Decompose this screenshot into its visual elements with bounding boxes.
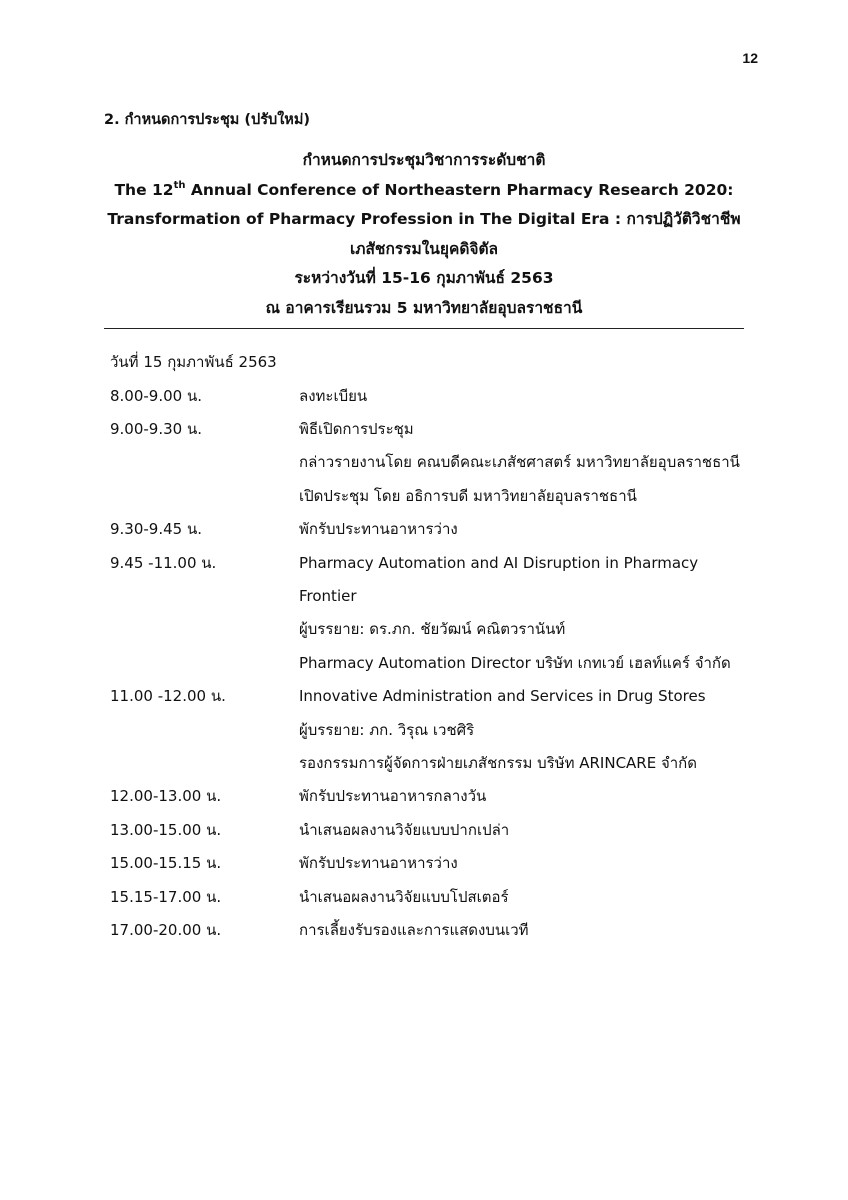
schedule-row: [110, 846, 760, 879]
schedule-time: 15.15-17.00 น.: [110, 887, 222, 906]
title-line-2-start: The 12: [114, 180, 174, 199]
schedule-row: [110, 379, 760, 412]
schedule-row: [110, 813, 760, 846]
schedule-row: [110, 513, 760, 546]
schedule-item: ผู้บรรยาย: ดร.ภก. ชัยวัฒน์ คณิตวรานันท์: [299, 620, 566, 639]
schedule-time: 12.00-13.00 น.: [110, 787, 222, 806]
schedule-item: รองกรรมการผู้จัดการฝ่ายเภสัชกรรม บริษัท ARINCARE จำกัด: [299, 753, 698, 772]
schedule-date-heading: วันที่ 15 กุมภาพันธ์ 2563: [110, 353, 277, 371]
title-line-2: [104, 176, 744, 206]
schedule-item: พิธีเปิดการประชุม: [299, 420, 414, 439]
schedule-time: 11.00 -12.00 น.: [110, 687, 226, 706]
schedule-time: 9.00-9.30 น.: [110, 420, 202, 439]
schedule-row: [110, 913, 760, 946]
schedule-row: [110, 680, 760, 713]
schedule-item: กล่าวรายงานโดย คณบดีคณะเภสัชศาสตร์ มหาวิทยาลัยอุบลราชธานี: [299, 453, 740, 472]
schedule-row: [110, 880, 760, 913]
schedule-item: พักรับประทานอาหารกลางวัน: [299, 787, 487, 806]
schedule-table: [110, 379, 760, 947]
page-number: 12: [742, 50, 758, 66]
schedule-time: 8.00-9.00 น.: [110, 386, 202, 405]
schedule-item: Innovative Administration and Services in Drug Stores: [299, 687, 706, 706]
schedule-item: พักรับประทานอาหารว่าง: [299, 854, 458, 873]
schedule-item: เปิดประชุม โดย อธิการบดี มหาวิทยาลัยอุบลราชธานี: [299, 486, 637, 505]
section-heading: 2. กำหนดการประชุม (ปรับใหม่): [104, 112, 311, 128]
schedule-item: Pharmacy Automation and AI Disruption in Pharmacy: [299, 553, 699, 572]
horizontal-divider: [104, 328, 744, 329]
schedule-item: ลงทะเบียน: [299, 386, 368, 405]
schedule-row: [110, 780, 760, 813]
schedule-time: 13.00-15.00 น.: [110, 820, 222, 839]
title-line-2-end: Annual Conference of Northeastern Pharmacy Research 2020:: [185, 180, 734, 199]
title-venue: ณ อาคารเรียนรวม 5 มหาวิทยาลัยอุบลราชธานี: [265, 298, 583, 317]
schedule-row: [110, 446, 760, 479]
schedule-time: 15.00-15.15 น.: [110, 854, 222, 873]
schedule-item: นำเสนอผลงานวิจัยแบบปากเปล่า: [299, 820, 510, 839]
schedule-row: [110, 713, 760, 746]
schedule-item: การเลี้ยงรับรองและการแสดงบนเวที: [299, 920, 529, 939]
title-line-3: Transformation of Pharmacy Profession in The Digital Era : การปฏิวัติวิชาชีพ: [107, 210, 741, 228]
schedule-row: [110, 412, 760, 445]
schedule-time: 9.30-9.45 น.: [110, 520, 202, 539]
schedule-item: Pharmacy Automation Director บริษัท เกทเวย์ เฮลท์แคร์ จำกัด: [299, 653, 731, 672]
schedule-row: [110, 646, 760, 679]
schedule-row: [110, 479, 760, 512]
schedule-row: [110, 579, 760, 612]
schedule-item: พักรับประทานอาหารว่าง: [299, 520, 458, 539]
schedule-item: ผู้บรรยาย: ภก. วิรุณ เวชศิริ: [299, 720, 475, 739]
title-dates: ระหว่างวันที่ 15-16 กุมภาพันธ์ 2563: [294, 269, 554, 287]
title-ordinal-suffix: th: [173, 179, 186, 191]
conference-title-block: [104, 146, 744, 323]
title-line-1: กำหนดการประชุมวิชาการระดับชาติ: [302, 151, 546, 169]
schedule-row: [110, 746, 760, 779]
schedule-time: 17.00-20.00 น.: [110, 920, 222, 939]
schedule-time: 9.45 -11.00 น.: [110, 553, 217, 572]
title-line-4: เภสัชกรรมในยุคดิจิตัล: [349, 239, 499, 258]
schedule-row: [110, 546, 760, 579]
schedule-row: [110, 613, 760, 646]
schedule-item: Frontier: [299, 587, 357, 606]
schedule-item: นำเสนอผลงานวิจัยแบบโปสเตอร์: [299, 887, 509, 906]
